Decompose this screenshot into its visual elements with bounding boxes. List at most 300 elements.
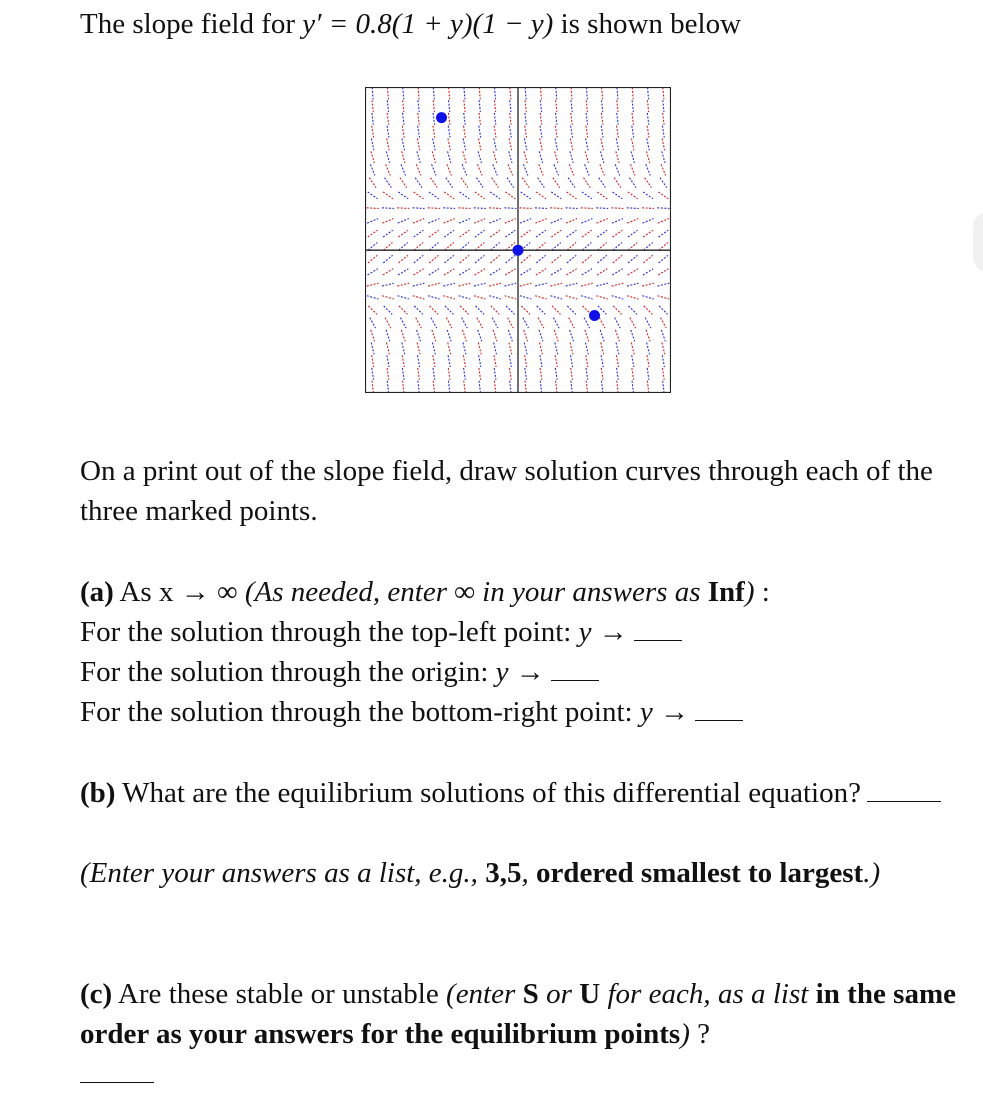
slope-segment [418,113,419,125]
slope-segment [539,151,542,163]
slope-segment [461,178,468,188]
slope-segment [433,100,434,112]
slope-segment [568,178,575,188]
slope-segment [494,138,496,150]
part-a-q3-text: For the solution through the bottom-right point: [80,696,640,728]
slope-segment [525,100,526,112]
slope-segment [474,219,485,224]
slope-segment [570,151,573,163]
slope-segment [505,283,517,286]
slope-segment [448,113,449,125]
slope-segment [428,208,440,209]
slope-segment [490,219,501,224]
slope-segment [459,219,470,224]
slope-segment [402,151,405,163]
slope-segment [429,255,438,263]
slope-segment [566,208,578,209]
slope-segment [475,306,484,314]
slope-segment [540,381,541,393]
slope-segment [505,192,515,199]
slope-segment [413,208,425,209]
slope-segment [416,318,422,329]
slope-segment [387,368,389,380]
slope-segment [387,355,389,367]
slope-segment [490,269,500,275]
slope-segment [628,306,637,314]
slope-segment [459,269,469,275]
slope-segment [597,192,607,199]
slope-segment [552,243,561,251]
slope-segment [385,318,391,329]
instructions: On a print out of the slope field, draw solution curves through each of the three marked points. [80,455,933,527]
slope-segment [414,306,423,314]
slope-segment [601,343,604,355]
slope-segment [662,343,665,355]
slope-segment [658,296,670,299]
slope-segment [613,243,622,251]
slope-segment [581,208,593,209]
part-c-note-mid: for each, as a list [600,978,816,1010]
slope-segment [464,368,466,380]
slope-segment [372,368,374,380]
slope-segment [401,164,406,175]
slope-segment [551,269,561,275]
slope-segment [570,138,572,150]
slope-segment [458,208,470,209]
equilibrium-answer-input[interactable] [867,775,941,802]
slope-segment [523,164,528,175]
slope-segment [662,355,664,367]
slope-segment [586,381,587,393]
slope-segment [432,164,437,175]
slope-segment [367,208,379,209]
part-b-example: 3,5 [485,857,522,889]
part-a-q1-text: For the solution through the top-left point: [80,616,579,648]
slope-segment [401,330,405,341]
slope-segment [646,151,649,163]
slope-segment [413,296,425,299]
slope-segment [581,283,593,286]
slope-segment [661,164,666,175]
slope-segment [463,138,465,150]
slope-segment [632,100,633,112]
slope-segment [616,343,619,355]
slope-segment [368,269,378,275]
slope-segment [567,255,576,263]
slope-segment [629,178,636,188]
slope-segment [571,126,573,138]
header-prefix: The slope field for [80,8,303,40]
part-b-note-close: .) [863,857,881,889]
part-c-text: Are these stable or unstable [112,978,447,1010]
slope-segment [372,100,373,112]
slope-segment [585,343,588,355]
slope-segment [508,318,514,329]
slope-segment [647,355,649,367]
part-a-heading [80,572,770,612]
slope-segment [658,269,668,275]
slope-segment [520,283,532,286]
slope-segment [430,306,439,314]
slope-segment [428,219,439,224]
slope-segment [476,178,483,188]
slope-segment [663,87,664,99]
slope-segment [444,269,454,275]
slope-segment [383,255,392,263]
part-a-q2-arrow: y → [495,656,545,688]
part-a-colon: : [754,576,770,608]
slope-segment [385,178,392,188]
slope-segment [613,230,623,237]
slope-segment [582,192,592,199]
slope-segment [367,219,378,224]
slope-segment [433,368,435,380]
slope-segment [489,283,501,286]
answer-bottom-right-input[interactable] [695,694,743,721]
slope-segment [524,343,527,355]
slope-segment [494,343,497,355]
slope-segment [371,138,373,150]
slope-segment [504,208,516,209]
part-c-note-bold: in the same order as your answers for the equilibrium points [80,978,956,1050]
chart-axes [365,87,671,393]
slope-segment [601,381,602,393]
slope-segment [643,192,653,199]
slope-segment [631,330,635,341]
slope-segment [507,178,514,188]
slope-segment [550,283,562,286]
slope-segment [372,126,374,138]
slope-segment [369,178,376,188]
slope-segment [399,243,408,251]
slope-segment [538,318,544,329]
slope-segment [493,164,498,175]
slope-segment [447,330,451,341]
stability-answer-input[interactable] [80,1056,154,1083]
slope-segment [506,306,515,314]
slope-segment [521,255,530,263]
slope-segment [479,126,481,138]
slope-segment [632,126,634,138]
header-suffix: is shown below [553,8,742,40]
slope-segment [417,330,421,341]
slope-segment [611,208,623,209]
slope-segment [540,343,543,355]
slope-segment [645,178,652,188]
slope-segment [479,138,481,150]
slope-segment [601,126,603,138]
slope-segment [372,113,373,125]
part-a-question-2 [80,652,599,692]
slope-segment [510,100,511,112]
slope-segment [398,269,408,275]
slope-segment [597,269,607,275]
slope-segment [460,243,469,251]
slope-segment [663,100,664,112]
slope-segment [628,192,638,199]
slope-segment [494,100,495,112]
slope-segment [566,269,576,275]
slope-segment [402,368,404,380]
slope-segment [371,330,375,341]
slope-segment [489,296,501,299]
slope-segment [540,368,542,380]
slope-segment [509,151,512,163]
slope-segment [555,368,557,380]
slope-segment [643,255,652,263]
slope-segment [552,306,561,314]
slope-segment [413,283,425,286]
marked-point-top-left [436,112,447,123]
slope-segment [660,178,667,188]
slope-segment [628,269,638,275]
slope-segment [494,368,496,380]
slope-segment [402,343,405,355]
slope-segment [581,296,593,299]
slope-segment [663,113,664,125]
slope-segment [493,151,496,163]
slope-segment [525,113,526,125]
slope-segment [448,151,451,163]
slope-segment [510,87,511,99]
slope-segment [463,355,465,367]
slope-segment [505,269,515,275]
slope-segment [459,296,471,299]
slope-segment [431,178,438,188]
slope-segment [462,164,467,175]
slope-segment [382,219,393,224]
slope-segment [567,192,577,199]
slope-segment [418,368,420,380]
slope-segment [571,113,572,125]
slope-segment [449,87,450,99]
slope-segment [460,255,469,263]
slope-segment [509,355,511,367]
slope-segment [615,164,620,175]
slope-segment [525,355,527,367]
slope-segment [582,269,592,275]
slope-segment [612,296,624,299]
slope-segment [387,343,390,355]
slope-segment [615,330,619,341]
slope-segment [494,355,496,367]
slope-segment [555,138,557,150]
slope-segment [601,113,602,125]
slope-segment [647,113,648,125]
slope-segment [433,126,435,138]
slope-segment [368,192,378,199]
slope-segment [600,164,605,175]
slope-segment [536,230,546,237]
slope-segment [522,178,529,188]
slope-segment [612,283,624,286]
slope-segment [479,113,480,125]
slope-segment [556,381,557,393]
slope-segment [657,208,669,209]
slope-segment [658,283,670,286]
slope-segment [521,230,531,237]
slope-segment [402,138,404,150]
slope-segment [383,243,392,251]
slope-segment [586,138,588,150]
slope-segment [386,330,390,341]
part-c-question [80,974,956,1054]
slope-segment [521,269,531,275]
slope-segment [475,192,485,199]
slope-segment [414,192,424,199]
slope-segment [601,138,603,150]
scroll-handle[interactable] [973,212,983,272]
slope-segment [632,87,633,99]
part-a-q3-arrow: y → [639,696,689,728]
slope-segment [586,113,587,125]
slope-segment [586,126,588,138]
part-a-note-bold: Inf [707,576,745,608]
slope-segment [415,178,422,188]
slope-segment [567,306,576,314]
slope-segment [387,100,388,112]
slope-segment [479,100,480,112]
part-c-note-close: ) [680,1018,690,1050]
slope-segment [537,306,546,314]
slope-segment [648,87,649,99]
slope-segment [478,151,481,163]
slope-segment [551,192,561,199]
part-b-note-bold: ordered smallest to largest [535,857,864,889]
slope-segment [613,255,622,263]
slope-segment [631,343,634,355]
slope-segment [494,113,495,125]
slope-segment [509,343,512,355]
slope-segment [459,283,471,286]
slope-segment [383,230,393,237]
slope-segment [464,113,465,125]
slope-segment [505,219,516,224]
slope-segment [658,192,668,199]
slope-segment [535,208,547,209]
slope-segment [646,164,651,175]
slope-segment [397,296,409,299]
slope-segment [555,355,557,367]
part-a-note-open: (As needed, enter ∞ in your answers as [244,576,708,608]
slope-segment [432,343,435,355]
slope-segment [554,164,559,175]
answer-origin-input[interactable] [551,654,599,681]
slope-segment [443,296,455,299]
slope-segment [463,343,466,355]
slope-segment [370,318,376,329]
slope-segment [478,343,481,355]
slope-segment [540,100,541,112]
slope-segment [494,381,495,393]
slope-segment [663,381,664,393]
slope-segment [602,100,603,112]
slope-segment [447,164,452,175]
slope-segment [616,138,618,150]
slope-segment [632,113,633,125]
slope-segment [367,296,379,299]
slope-segment [463,151,466,163]
slope-segment [368,230,378,237]
slope-segment [478,330,482,341]
slope-segment [400,178,407,188]
slope-segment [490,255,499,263]
slope-segment [505,230,515,237]
slope-segment [413,269,423,275]
slope-segment [493,330,497,341]
slope-segment [524,151,527,163]
slope-segment [627,283,639,286]
slope-segment [495,87,496,99]
slope-segment [617,100,618,112]
slope-segment [417,138,419,150]
slope-segment [431,318,437,329]
slope-segment [601,355,603,367]
slope-segment [383,269,393,275]
slope-segment [494,126,496,138]
slope-segment [632,355,634,367]
part-b-text: What are the equilibrium solutions of this differential equation? [115,777,861,809]
slope-segment [477,164,482,175]
slope-segment [449,100,450,112]
slope-segment [582,230,592,237]
slope-segment [433,87,434,99]
slope-segment [601,368,603,380]
slope-segment [582,255,591,263]
answer-top-left-input[interactable] [634,614,682,641]
slope-segment [632,368,634,380]
slope-segment [429,243,438,251]
slope-segment [397,283,409,286]
slope-segment [536,192,546,199]
marked-point-bottom-right [589,310,600,321]
slope-segment [627,219,638,224]
slope-segment [584,178,591,188]
slope-segment [510,113,511,125]
slope-segment [433,355,435,367]
slope-segment [403,381,404,393]
slope-segment [464,87,465,99]
slope-segment [460,230,470,237]
part-b-question [80,773,956,813]
slope-segment [387,113,388,125]
slope-segment [617,87,618,99]
slope-segment [448,381,449,393]
slope-segment [371,343,374,355]
slope-segment [536,255,545,263]
slope-segment [602,87,603,99]
slope-segment [510,368,512,380]
part-c-answer-row [74,1054,154,1094]
slope-segment [647,100,648,112]
slope-segment [399,306,408,314]
slope-segment [445,306,454,314]
slope-segment [539,164,544,175]
slope-segment [446,318,452,329]
slope-segment [402,355,404,367]
slope-segment [631,151,634,163]
slope-segment [370,164,375,175]
slope-segment [550,296,562,299]
slope-segment [614,178,621,188]
slope-segment [586,368,588,380]
slope-segment [418,126,420,138]
slope-segment [386,151,389,163]
slope-segment [617,381,618,393]
slope-segment [661,318,667,329]
slope-segment [444,192,454,199]
slope-segment [433,113,434,125]
